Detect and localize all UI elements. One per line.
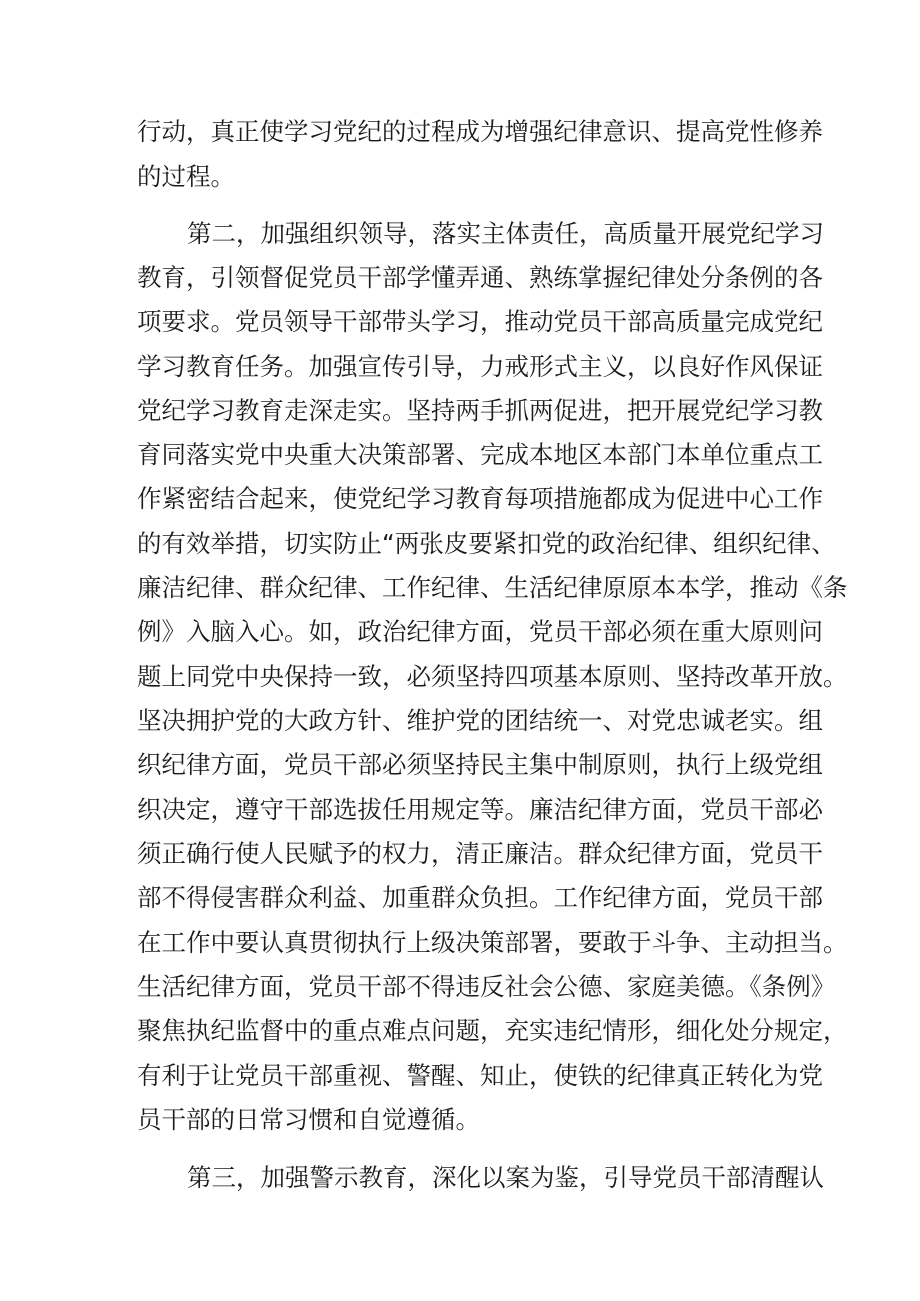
paragraph-2-line-14: 织决定，遵守干部选拔任用规定等。廉洁纪律方面，党员干部必 — [137, 795, 823, 824]
paragraph-2-line-10: 例》入脑入心。如，政治纪律方面，党员干部必须在重大原则问 — [137, 617, 823, 646]
paragraph-2-line-19: 聚焦执纪监督中的重点难点问题，充实违纪情形，细化处分规定， — [137, 1016, 848, 1045]
paragraph-2-line-2: 教育，引领督促党员干部学懂弄通、熟练掌握纪律处分条例的各 — [137, 263, 823, 292]
paragraph-3-line-1: 第三，加强警示教育，深化以案为鉴，引导党员干部清醒认 — [187, 1163, 824, 1192]
paragraph-1-line-2: 的过程。 — [137, 162, 235, 191]
paragraph-2-line-9: 廉洁纪律、群众纪律、工作纪律、生活纪律原原本本学，推动《条 — [137, 573, 848, 602]
paragraph-2-line-6: 育同落实党中央重大决策部署、完成本地区本部门本单位重点工 — [137, 440, 823, 469]
paragraph-2-line-7: 作紧密结合起来，使党纪学习教育每项措施都成为促进中心工作 — [137, 484, 823, 513]
paragraph-2-line-4: 学习教育任务。加强宣传引导，力戒形式主义，以良好作风保证 — [137, 352, 823, 381]
paragraph-2-line-16: 部不得侵害群众利益、加重群众负担。工作纪律方面，党员干部 — [137, 883, 823, 912]
paragraph-2-line-12: 坚决拥护党的大政方针、维护党的团结统一、对党忠诚老实。组 — [137, 706, 823, 735]
paragraph-2-line-5: 党纪学习教育走深走实。坚持两手抓两促进，把开展党纪学习教 — [137, 396, 823, 425]
paragraph-2-line-18: 生活纪律方面，党员干部不得违反社会公德、家庭美德。《条例》 — [137, 972, 836, 1001]
paragraph-2-line-13: 织纪律方面，党员干部必须坚持民主集中制原则，执行上级党组 — [137, 750, 823, 779]
paragraph-2-line-3: 项要求。党员领导干部带头学习，推动党员干部高质量完成党纪 — [137, 307, 823, 336]
paragraph-2-line-20: 有利于让党员干部重视、警醒、知止，使铁的纪律真正转化为党 — [137, 1061, 823, 1090]
paragraph-2-line-21: 员干部的日常习惯和自觉遵循。 — [137, 1105, 480, 1134]
paragraph-2-line-1: 第二，加强组织领导，落实主体责任，高质量开展党纪学习 — [187, 219, 824, 248]
paragraph-1-line-1: 行动，真正使学习党纪的过程成为增强纪律意识、提高党性修养 — [137, 117, 823, 146]
paragraph-2-line-8: 的有效举措，切实防止“两张皮要紧扣党的政治纪律、组织纪律、 — [137, 529, 836, 558]
paragraph-2-line-15: 须正确行使人民赋予的权力，清正廉洁。群众纪律方面，党员干 — [137, 839, 823, 868]
paragraph-2-line-11: 题上同党中央保持一致，必须坚持四项基本原则、坚持改革开放。 — [137, 662, 848, 691]
paragraph-2-line-17: 在工作中要认真贯彻执行上级决策部署，要敢于斗争、主动担当。 — [137, 928, 848, 957]
